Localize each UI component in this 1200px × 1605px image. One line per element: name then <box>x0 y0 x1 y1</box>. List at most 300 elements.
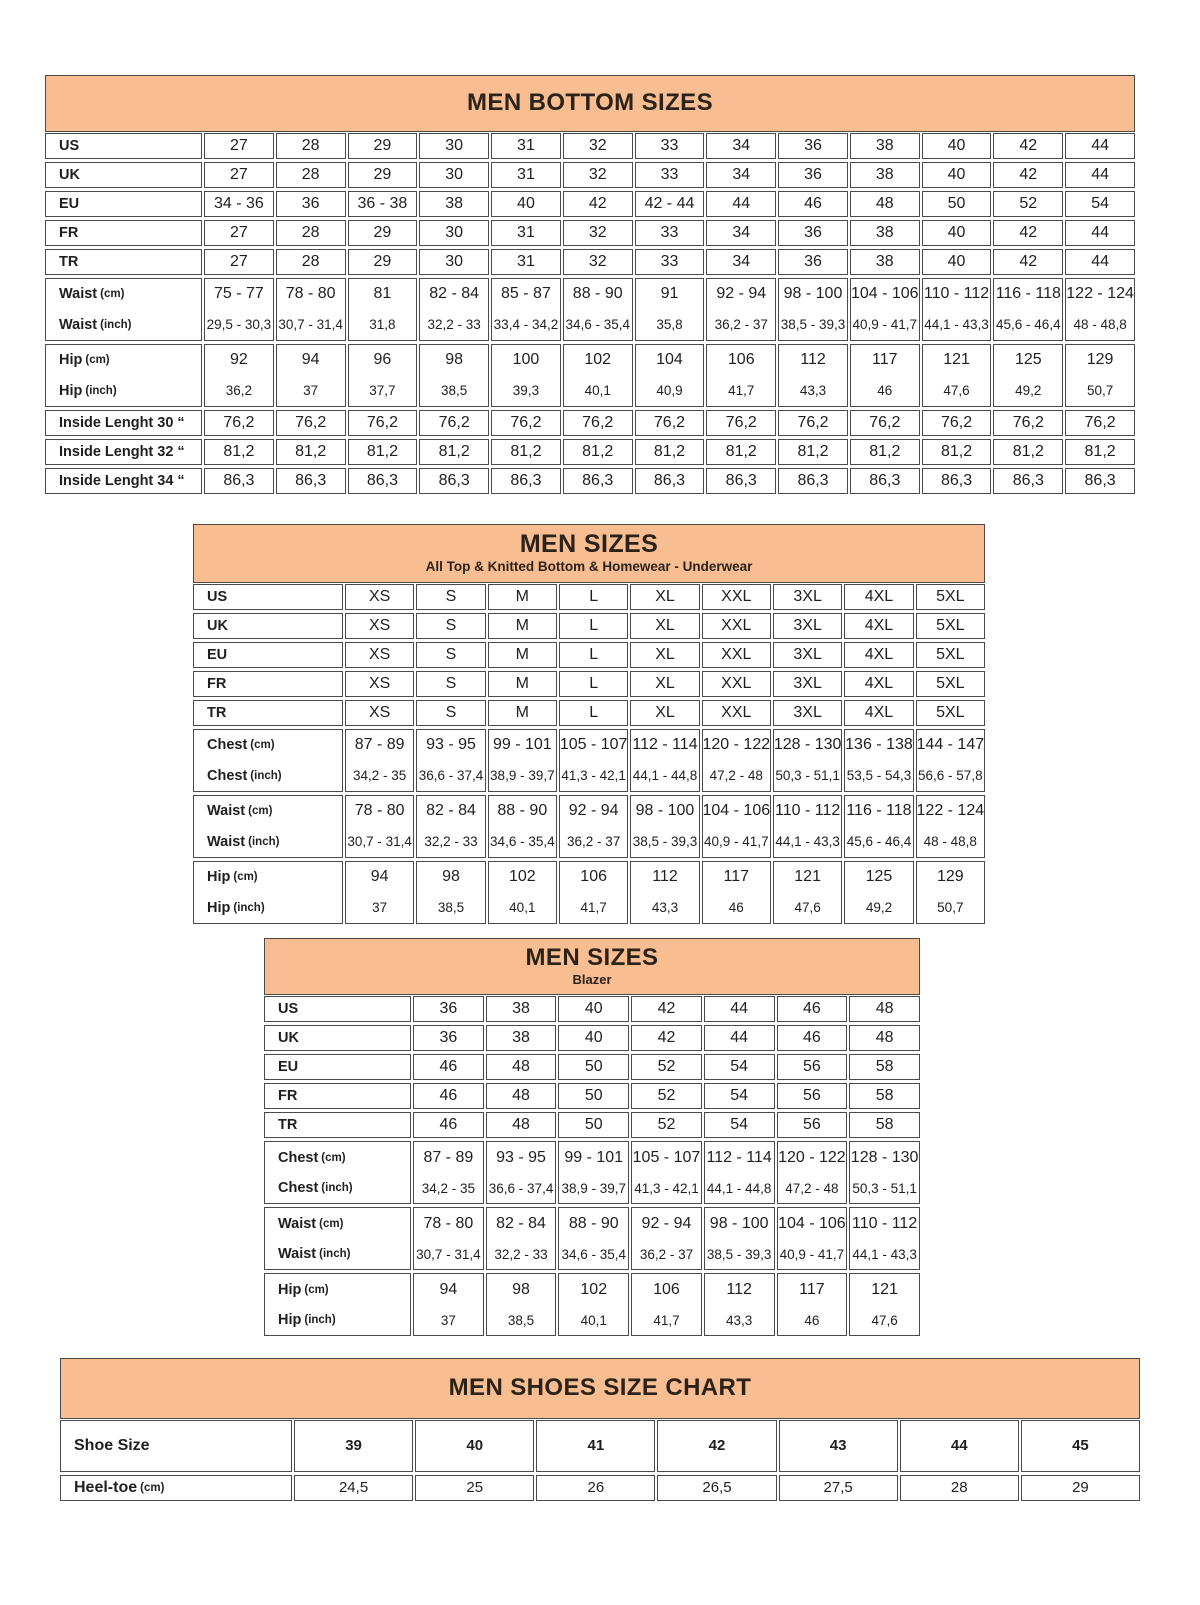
value-cell <box>348 133 418 159</box>
value-cell <box>706 468 776 494</box>
value-text: 52 <box>657 1116 676 1134</box>
value-cell <box>345 613 414 639</box>
value-text: 92 - 94 <box>641 1214 692 1232</box>
value-cell <box>276 278 346 341</box>
value-text: 4XL <box>864 674 894 692</box>
value-text: 32 <box>588 165 607 183</box>
value-cell <box>348 220 418 246</box>
value-cell <box>631 996 702 1022</box>
value-text: 76,2 <box>653 413 686 431</box>
value-text: 26 <box>587 1479 605 1497</box>
value-text: 38,5 <box>437 900 465 916</box>
value-text: 102 <box>584 351 612 369</box>
value-cell <box>630 584 699 610</box>
value-text: 30,7 - 31,4 <box>278 317 343 333</box>
value-text: 88 - 90 <box>572 285 623 303</box>
value-cell <box>345 584 414 610</box>
value-cell <box>916 729 985 792</box>
value-cell <box>536 1420 655 1472</box>
value-text: 104 <box>656 351 683 369</box>
value-text: 34,6 - 35,4 <box>490 834 555 850</box>
row-label: UK <box>59 166 80 183</box>
value-cell <box>416 700 485 726</box>
value-text: 106 <box>727 351 755 369</box>
row-label-line <box>194 761 342 791</box>
row-label-line <box>46 345 201 376</box>
table-row <box>45 191 1135 217</box>
table-row <box>45 468 1135 494</box>
value-text: 31 <box>517 136 535 154</box>
value-text: 86,3 <box>1084 471 1116 489</box>
value-cell <box>559 861 628 924</box>
value-text: 41,3 - 42,1 <box>634 1180 699 1196</box>
value-text: 76,2 <box>725 413 757 431</box>
row-label-line <box>265 997 410 1021</box>
row-unit: (cm) <box>233 871 258 884</box>
value-text: 52 <box>657 1058 676 1076</box>
value-cell <box>558 1054 629 1080</box>
value-cell <box>773 861 842 924</box>
row-label-line <box>265 1305 410 1335</box>
value-cell <box>488 729 557 792</box>
row-label-cell <box>60 1420 292 1472</box>
value-cell <box>276 220 346 246</box>
table-row <box>193 613 985 639</box>
row-unit: (cm) <box>304 1283 329 1296</box>
value-text: 98 - 100 <box>709 1214 769 1232</box>
value-cell <box>702 671 771 697</box>
table-row <box>45 220 1135 246</box>
value-cell <box>276 439 346 465</box>
value-cell <box>778 278 848 341</box>
value-cell <box>706 191 776 217</box>
row-unit: (cm) <box>321 1151 346 1164</box>
value-cell <box>558 1207 629 1270</box>
value-text: 104 - 106 <box>702 802 771 820</box>
value-cell <box>704 1083 775 1109</box>
value-cell <box>922 162 992 188</box>
row-unit: (cm) <box>319 1217 344 1230</box>
value-cell <box>850 249 920 275</box>
value-cell <box>993 191 1063 217</box>
value-text: 44 <box>1091 165 1109 183</box>
value-cell <box>844 729 913 792</box>
value-cell <box>778 249 848 275</box>
value-text: 43,3 <box>726 1312 753 1328</box>
row-label-line <box>265 1239 410 1269</box>
value-text: 76,2 <box>366 413 398 431</box>
value-text: 48 <box>875 1000 894 1018</box>
row-label: Waist <box>278 1215 317 1232</box>
value-cell <box>704 996 775 1022</box>
row-label: Waist <box>207 833 246 850</box>
value-cell <box>558 1025 629 1051</box>
value-cell <box>419 133 489 159</box>
row-label-line <box>46 163 201 187</box>
value-text: 46 <box>877 383 893 399</box>
table-row <box>193 584 985 610</box>
value-text: 40 <box>584 1029 603 1047</box>
row-label-cell <box>45 468 202 494</box>
value-cell <box>916 671 985 697</box>
value-text: 82 - 84 <box>426 802 476 820</box>
value-text: 42 <box>708 1437 726 1455</box>
value-text: L <box>589 703 599 721</box>
row-label: US <box>59 137 80 154</box>
row-label-cell <box>193 729 343 792</box>
value-text: 110 - 112 <box>851 1214 918 1232</box>
value-cell <box>486 1273 557 1336</box>
row-label-cell <box>45 410 202 436</box>
value-cell <box>922 344 992 407</box>
value-cell <box>849 996 920 1022</box>
value-cell <box>922 410 992 436</box>
value-text: S <box>445 703 457 721</box>
value-text: XXL <box>721 587 752 605</box>
value-cell <box>345 795 414 858</box>
value-cell <box>922 439 992 465</box>
row-unit: (inch) <box>85 384 117 397</box>
value-text: 30,7 - 31,4 <box>347 834 412 850</box>
value-text: 3XL <box>793 674 822 692</box>
value-text: 58 <box>875 1116 894 1134</box>
row-label: US <box>278 1001 299 1018</box>
value-cell <box>559 671 628 697</box>
value-text: 45,6 - 46,4 <box>996 317 1061 333</box>
row-unit: (cm) <box>250 739 275 752</box>
value-cell <box>488 700 557 726</box>
value-text: 76,2 <box>510 413 542 431</box>
table-row <box>45 410 1135 436</box>
value-cell <box>204 191 274 217</box>
value-text: 36 <box>439 1029 458 1047</box>
value-text: 44 <box>730 1000 749 1018</box>
value-cell <box>415 1420 534 1472</box>
value-text: 42 <box>657 1000 676 1018</box>
row-label-cell <box>193 795 343 858</box>
value-text: 49,2 <box>865 900 893 916</box>
value-text: 44,1 - 43,3 <box>924 317 989 333</box>
value-text: 94 <box>370 868 389 886</box>
value-text: 81,2 <box>510 442 542 460</box>
value-text: 112 - 114 <box>632 736 698 754</box>
value-text: 54 <box>730 1087 749 1105</box>
value-cell <box>922 133 992 159</box>
table-row <box>193 861 985 924</box>
value-cell <box>631 1112 702 1138</box>
value-text: 81,2 <box>1084 442 1116 460</box>
value-cell <box>916 700 985 726</box>
value-text: XS <box>368 703 391 721</box>
value-cell <box>778 162 848 188</box>
value-cell <box>416 613 485 639</box>
value-text: 27,5 <box>823 1479 853 1497</box>
value-cell <box>704 1273 775 1336</box>
value-text: 93 - 95 <box>426 736 476 754</box>
value-text: 82 - 84 <box>496 1214 546 1232</box>
value-cell <box>204 410 274 436</box>
value-cell <box>900 1475 1019 1501</box>
value-text: 50 <box>947 194 966 212</box>
value-text: 81 <box>373 285 392 303</box>
value-text: XL <box>655 645 675 663</box>
value-text: 76,2 <box>295 413 327 431</box>
value-cell <box>486 996 557 1022</box>
row-label: UK <box>278 1030 299 1047</box>
value-cell <box>348 278 418 341</box>
value-text: 29 <box>373 252 392 270</box>
value-cell <box>416 584 485 610</box>
value-text: 40,1 <box>580 1312 607 1328</box>
table-row <box>193 671 985 697</box>
value-cell <box>345 729 414 792</box>
value-text: 76,2 <box>582 413 614 431</box>
value-cell <box>850 439 920 465</box>
row-label-line <box>265 1055 410 1079</box>
value-text: 37 <box>440 1312 456 1328</box>
value-text: 86,3 <box>869 471 901 489</box>
row-label-line <box>194 701 342 725</box>
value-cell <box>993 344 1063 407</box>
men-sizes-top-table <box>193 524 985 927</box>
value-text: 29 <box>373 136 392 154</box>
table-row <box>264 996 920 1022</box>
value-cell <box>777 1083 848 1109</box>
value-text: 34,6 - 35,4 <box>565 317 630 333</box>
value-text: 41,7 <box>580 900 607 916</box>
value-text: 40 <box>584 1000 603 1018</box>
value-text: 117 <box>799 1280 825 1298</box>
row-label-cell <box>264 1025 411 1051</box>
value-cell <box>922 249 992 275</box>
row-unit: (inch) <box>304 1314 336 1327</box>
row-unit: (cm) <box>248 805 273 818</box>
value-text: 38 <box>512 1029 530 1047</box>
value-text: 32 <box>588 252 607 270</box>
value-cell <box>486 1112 557 1138</box>
table-row <box>193 795 985 858</box>
value-cell <box>563 468 633 494</box>
table-title: MEN SHOES SIZE CHART <box>448 1374 752 1401</box>
value-text: 81,2 <box>869 442 901 460</box>
value-cell <box>635 191 705 217</box>
value-cell <box>419 278 489 341</box>
value-text: 47,2 - 48 <box>709 768 763 784</box>
value-text: 33 <box>660 136 679 154</box>
row-label: FR <box>59 224 79 241</box>
value-cell <box>778 344 848 407</box>
row-label-line <box>46 310 201 340</box>
value-cell <box>1065 344 1135 407</box>
value-cell <box>704 1141 775 1204</box>
value-cell <box>558 1141 629 1204</box>
row-label-line <box>46 192 201 216</box>
table-row <box>193 729 985 792</box>
value-text: 38 <box>512 1000 530 1018</box>
value-cell <box>704 1054 775 1080</box>
value-cell <box>916 613 985 639</box>
value-text: 110 - 112 <box>775 802 841 820</box>
value-cell <box>491 410 561 436</box>
row-label-cell <box>45 344 202 407</box>
row-label: Inside Lenght 32 “ <box>59 443 185 460</box>
value-text: 36,2 - 37 <box>714 317 768 333</box>
value-cell <box>563 133 633 159</box>
value-cell <box>777 1207 848 1270</box>
value-cell <box>657 1420 776 1472</box>
value-text: 100 <box>512 351 540 369</box>
row-label-line <box>194 585 342 609</box>
value-text: 33,4 - 34,2 <box>493 317 559 333</box>
value-text: 44,1 - 43,3 <box>775 834 840 850</box>
value-cell <box>488 642 557 668</box>
value-cell <box>631 1025 702 1051</box>
row-label-cell <box>264 1273 411 1336</box>
value-text: 121 <box>943 351 970 369</box>
value-text: 40,9 <box>656 383 683 399</box>
value-cell <box>488 795 557 858</box>
value-cell <box>635 439 705 465</box>
value-cell <box>536 1475 655 1501</box>
value-cell <box>702 584 771 610</box>
value-text: 81,2 <box>223 442 255 460</box>
value-text: 27 <box>229 136 248 154</box>
value-text: 36 <box>439 1000 458 1018</box>
value-cell <box>486 1054 557 1080</box>
value-text: 29,5 - 30,3 <box>206 317 272 333</box>
value-text: M <box>515 645 529 663</box>
value-cell <box>558 1273 629 1336</box>
value-text: 117 <box>723 868 750 886</box>
row-label: Shoe Size <box>74 1436 150 1454</box>
value-text: 28 <box>301 252 320 270</box>
value-text: 129 <box>1086 351 1114 369</box>
value-cell <box>778 220 848 246</box>
value-cell <box>413 1054 484 1080</box>
row-label-line <box>265 1173 410 1203</box>
value-text: 58 <box>875 1058 894 1076</box>
value-cell <box>922 278 992 341</box>
value-text: 99 - 101 <box>564 1148 624 1166</box>
value-cell <box>276 410 346 436</box>
value-text: 76,2 <box>869 413 901 431</box>
value-text: 4XL <box>864 703 894 721</box>
row-label-line <box>46 440 201 464</box>
value-text: 27 <box>229 165 248 183</box>
value-text: 32 <box>588 136 607 154</box>
value-text: 42 <box>588 194 607 212</box>
value-text: 48 <box>512 1058 530 1076</box>
value-text: 38,5 <box>441 383 468 399</box>
row-label-cell <box>193 700 343 726</box>
value-cell <box>850 191 920 217</box>
value-text: 47,6 <box>794 900 821 916</box>
value-text: 36,2 - 37 <box>639 1246 694 1262</box>
men-sizes-top-header <box>193 524 985 583</box>
value-cell <box>900 1420 1019 1472</box>
men-bottom-sizes-table <box>45 75 1135 497</box>
table-row <box>45 162 1135 188</box>
value-text: 38,5 - 39,3 <box>632 834 698 850</box>
value-text: 44,1 - 44,8 <box>632 768 698 784</box>
value-text: 86,3 <box>510 471 542 489</box>
value-text: 38,9 - 39,7 <box>490 768 555 784</box>
row-label-cell <box>264 1207 411 1270</box>
row-label-line <box>194 643 342 667</box>
value-cell <box>563 220 633 246</box>
value-text: 35,8 <box>656 317 683 333</box>
men-sizes-blazer-table <box>264 938 920 1339</box>
value-text: 5XL <box>936 703 965 721</box>
value-text: 50,7 <box>1086 383 1114 399</box>
table-subtitle: Blazer <box>572 971 612 987</box>
row-label: Hip <box>59 382 83 399</box>
value-cell <box>631 1141 702 1204</box>
value-text: 40 <box>947 223 966 241</box>
value-cell <box>630 613 699 639</box>
value-text: 37 <box>303 383 319 399</box>
value-text: 44 <box>1091 252 1109 270</box>
value-text: 25 <box>466 1479 484 1497</box>
row-unit: (inch) <box>250 769 282 782</box>
value-text: 81,2 <box>653 442 686 460</box>
row-label-cell <box>45 220 202 246</box>
value-text: 81,2 <box>438 442 470 460</box>
value-text: 102 <box>508 868 536 886</box>
value-cell <box>844 795 913 858</box>
value-text: 38 <box>445 194 464 212</box>
value-text: 50 <box>584 1087 603 1105</box>
value-cell <box>559 584 628 610</box>
value-cell <box>348 162 418 188</box>
value-text: L <box>589 645 599 663</box>
row-label-cell <box>45 191 202 217</box>
value-text: 38 <box>875 252 894 270</box>
value-cell <box>702 642 771 668</box>
value-text: 76,2 <box>940 413 973 431</box>
value-text: 44 <box>1091 136 1109 154</box>
value-text: 112 <box>652 868 678 886</box>
value-cell <box>294 1475 413 1501</box>
value-cell <box>413 1083 484 1109</box>
row-unit: (inch) <box>319 1248 351 1261</box>
value-text: 31 <box>517 165 535 183</box>
row-label-cell <box>264 996 411 1022</box>
value-cell <box>993 410 1063 436</box>
value-cell <box>204 344 274 407</box>
value-text: 86,3 <box>295 471 327 489</box>
value-cell <box>491 133 561 159</box>
value-text: 75 - 77 <box>213 285 264 303</box>
row-label: Waist <box>59 286 98 303</box>
row-label-line <box>265 1084 410 1108</box>
value-text: 29 <box>373 165 392 183</box>
value-text: 5XL <box>936 587 965 605</box>
value-text: 27 <box>229 252 248 270</box>
table-row <box>264 1207 920 1270</box>
value-text: 76,2 <box>438 413 470 431</box>
row-label-line <box>46 411 201 435</box>
value-text: 78 - 80 <box>285 285 336 303</box>
row-label-cell <box>60 1475 292 1501</box>
value-text: 93 - 95 <box>496 1148 546 1166</box>
table-row <box>60 1420 1140 1472</box>
value-cell <box>488 861 557 924</box>
row-label-cell <box>264 1083 411 1109</box>
value-text: 42 <box>1019 165 1038 183</box>
value-text: 44,1 - 43,3 <box>852 1246 917 1262</box>
value-text: 38 <box>875 136 894 154</box>
